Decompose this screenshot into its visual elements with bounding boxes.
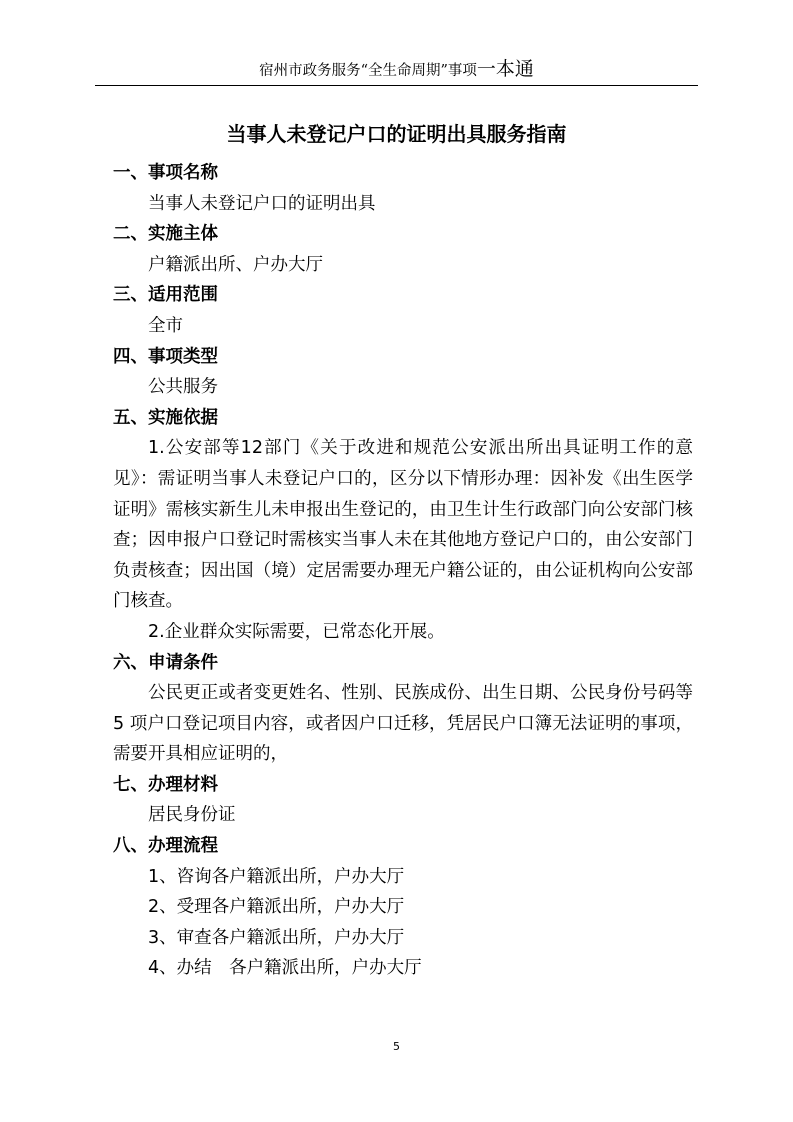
document-body <box>113 158 693 984</box>
section-text-implementer: 户籍派出所、户办大厅 <box>148 254 323 275</box>
section-heading-item-type: 四、事项类型 <box>113 346 218 367</box>
section-heading-item-name: 一、事项名称 <box>113 163 218 183</box>
section-paragraph-basis-2: 2.企业群众实际需要，已常态化开展。 <box>148 621 445 642</box>
section-text-materials: 居民身份证 <box>148 805 236 826</box>
running-header <box>95 58 698 82</box>
section-heading-implementer: 二、实施主体 <box>113 224 218 245</box>
section-heading-scope: 三、适用范围 <box>113 285 218 306</box>
section-heading-materials: 七、办理材料 <box>113 774 218 795</box>
section-heading-conditions: 六、申请条件 <box>113 652 218 673</box>
process-step: 3、审查各户籍派出所，户办大厅 <box>148 927 405 948</box>
header-rule <box>95 85 698 86</box>
process-step: 4、办结 各户籍派出所，户办大厅 <box>148 958 422 979</box>
section-heading-process: 八、办理流程 <box>113 836 218 857</box>
section-text-scope: 全市 <box>148 315 183 336</box>
section-text-item-name: 当事人未登记户口的证明出具 <box>148 193 376 214</box>
section-paragraph-basis-1: 1.公安部等12部门《关于改进和规范公安派出所出具证明工作的意见》：需证明当事人未登记户口的，区分以下情形办理：因补发《出生医学证明》需核实新生儿未申报出生登记的，由卫生计生行政部门向公安部门核查；因申报户口登记时需核实当事人未在其他地方登记户口的，由公安部门负责核查；因出国（境）定居需要办理无户籍公证的，由公证机构向公安部门核查。 <box>113 438 693 612</box>
process-step: 2、受理各户籍派出所，户办大厅 <box>148 897 405 918</box>
section-text-item-type: 公共服务 <box>148 377 218 398</box>
page-number: 5 <box>393 1040 400 1053</box>
section-paragraph-conditions: 公民更正或者变更姓名、性别、民族成份、出生日期、公民身份号码等 5 项户口登记项目内容，或者因户口迁移，凭居民户口簿无法证明的事项，需要开具相应证明的， <box>113 683 693 765</box>
document-title: 当事人未登记户口的证明出具服务指南 <box>226 122 567 146</box>
header-text-emphasis: 一本通 <box>476 58 534 80</box>
process-step: 1、咨询各户籍派出所，户办大厅 <box>148 866 405 887</box>
header-text: 宿州市政务服务“全生命周期”事项 <box>259 63 477 79</box>
section-heading-basis: 五、实施依据 <box>113 407 218 428</box>
